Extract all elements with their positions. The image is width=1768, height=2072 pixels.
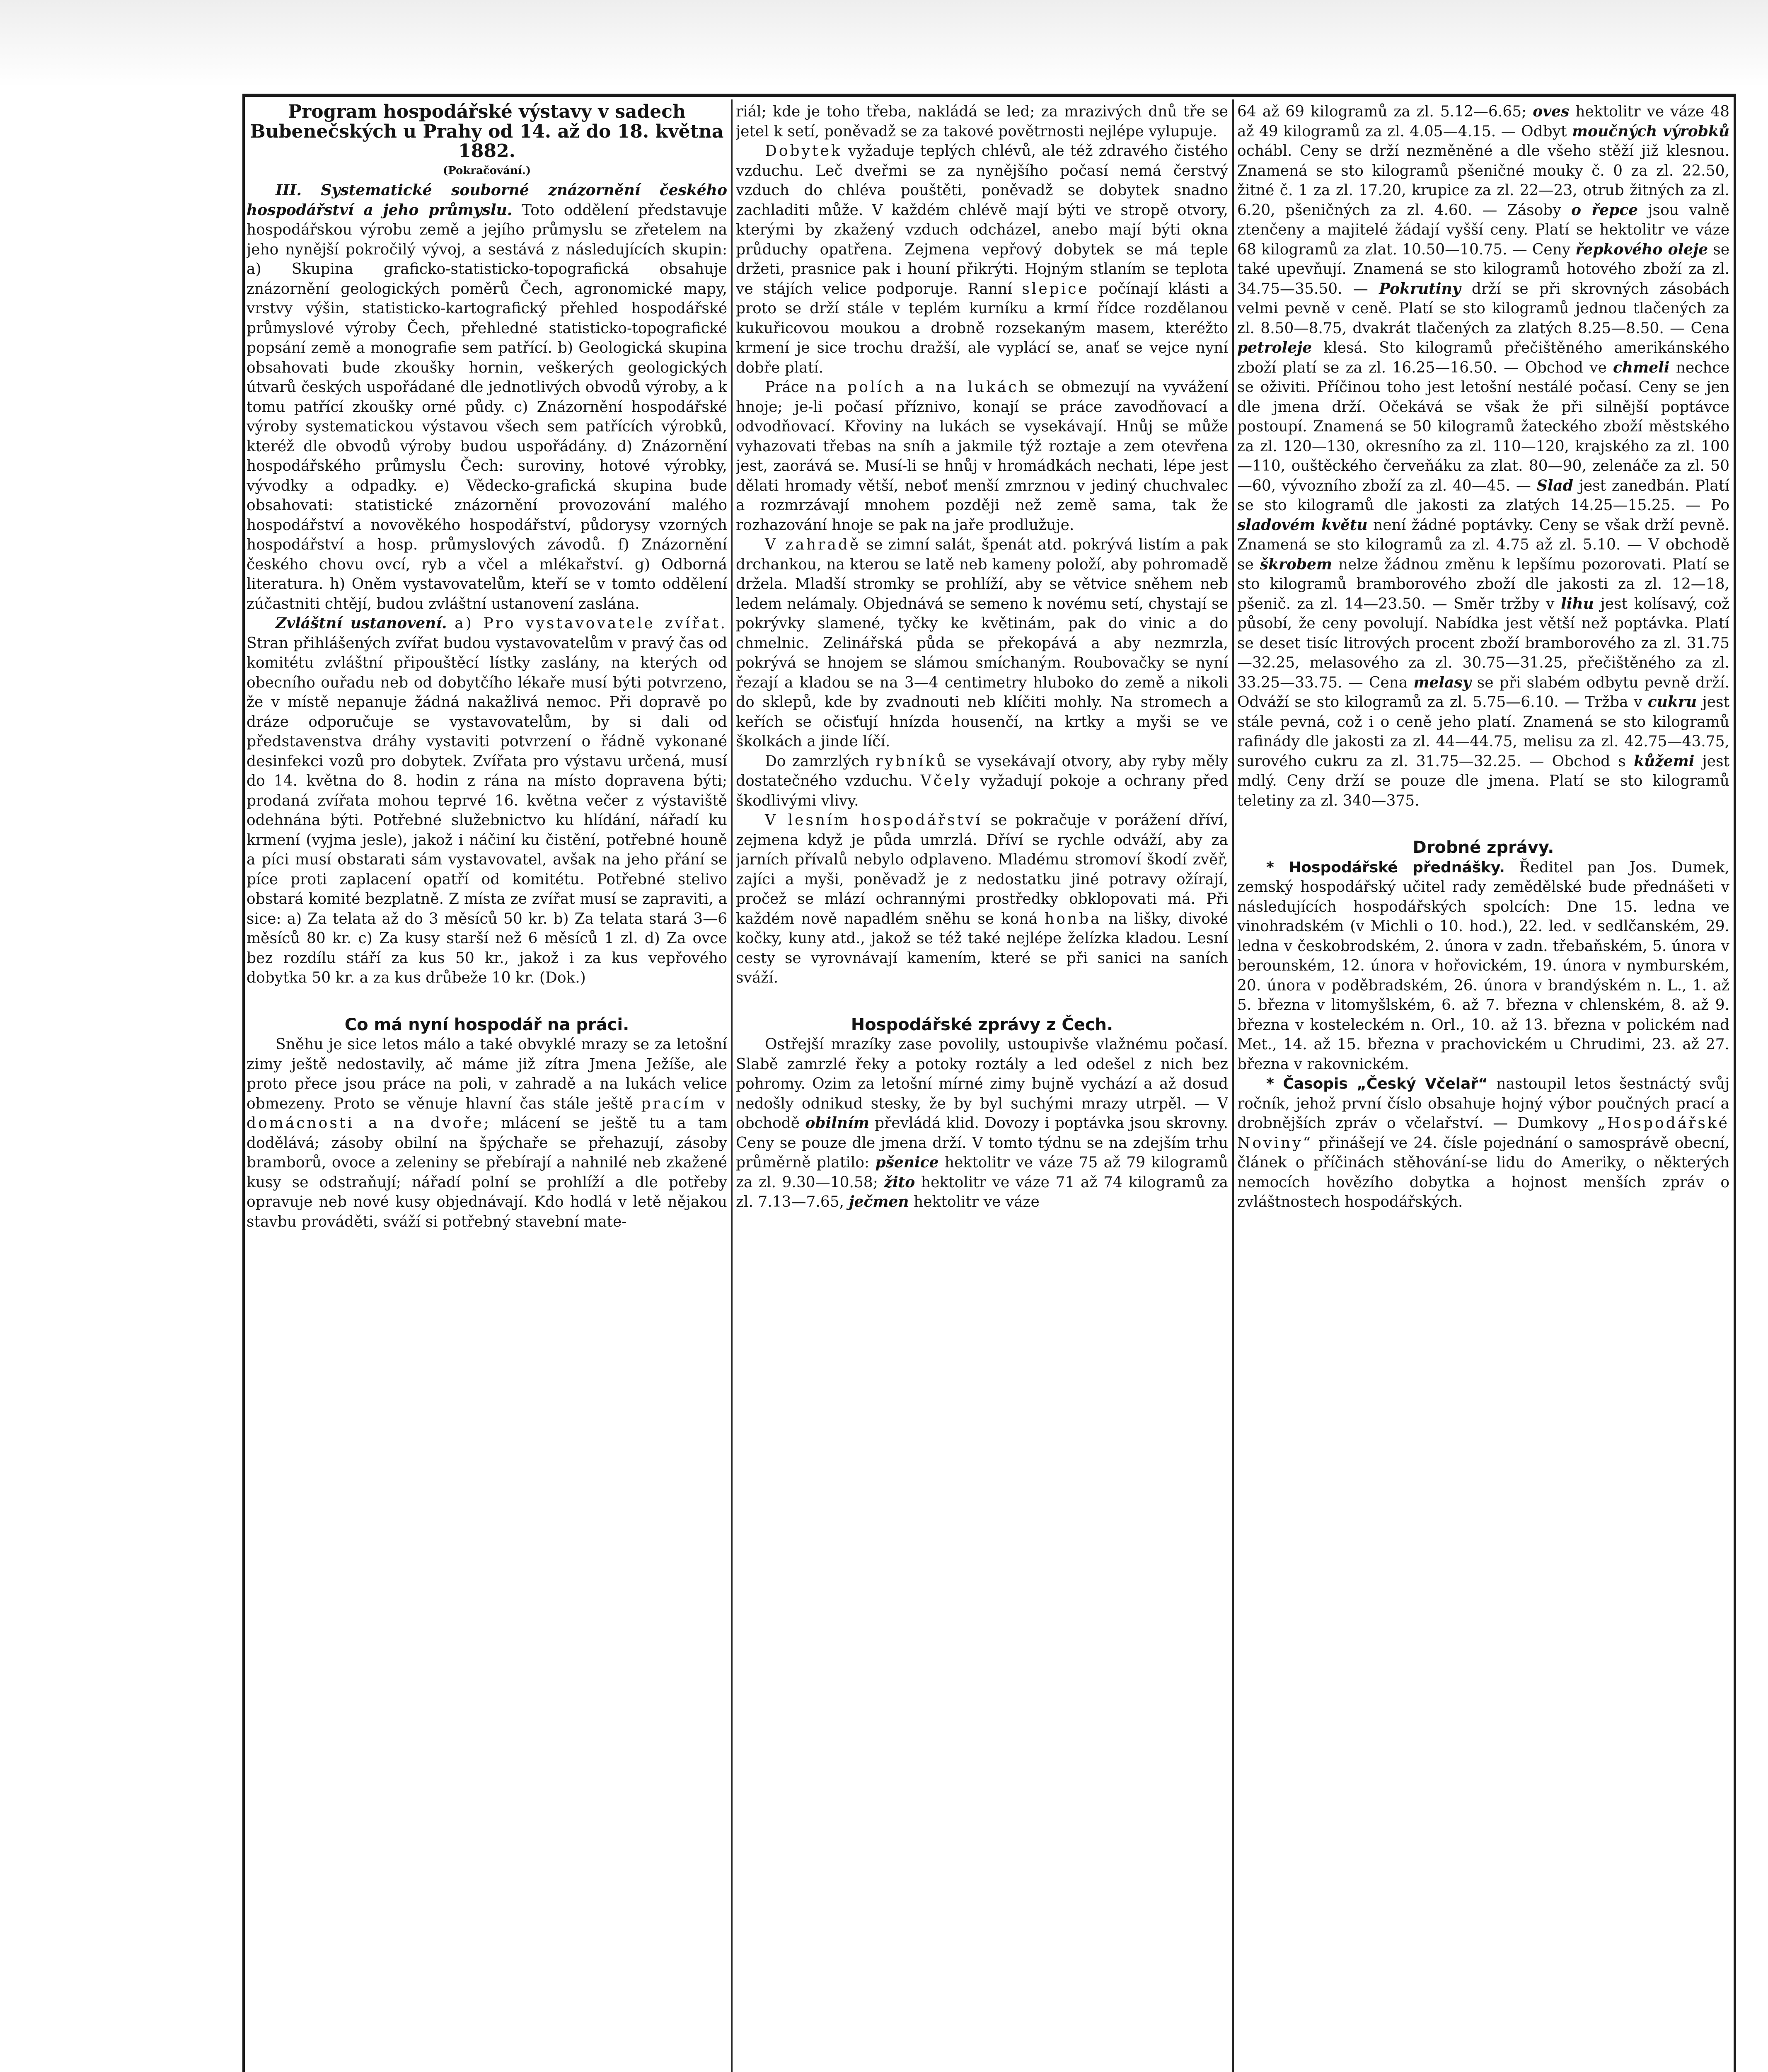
market-report-paragraph: 64 až 69 kilogramů za zl. 5.12—6.65; oves hektolitr ve váze 48 až 49 kilogramů za zl. 4.05—4.15. — Odbyt moučných výrobků ochábl. Ceny se drží nezměněné a dle všeho stěží již klesnou. Znamená se sto kilogramů pšeničné mouky č. 0 za zl. 22.50, žitné č. 1 za zl. 17.20, krupice za zl. 22—23, otrub žitných za zl. 6.20, pšeničných za zl. 4.60. — Zásoby o řepce jsou valně ztenčeny a majitelé žádají vyšší ceny. Platí se hektolitr ve váze 68 kilogramů za zlat. 10.50—10.75. — Ceny řepkového oleje se také upevňují. Znamená se sto kilogramů hotového zboží za zl. 34.75—35.50. — Pokrutiny drží se při skrovných zásobách velmi pevně v ceně. Platí se sto kilogramů jednou tlačených za zl. 8.50—8.75, dvakrát tlačených za zlatých 8.25—8.50. — Cena petroleje klesá. Sto kilogramů přečištěného amerikánského zboží platí se za zl. 16.25—16.50. — Obchod ve chmeli nechce se oživiti. Příčinou toho jest letošní nestálé počasí. Ceny se jen dle jmena drží. Očekává se však že při silnější poptávce postoupí. Znamená se 50 kilogramů žateckého zboží městského za zl. 120—130, okresního za zl. 110—120, krajského za zl. 100—110, ouštěckého červeňáku za zlat. 80—90, zelenáče za zl. 50—60, vývozního zboží za zl. 40—45. — Slad jest zanedbán. Platí se sto kilogramů dle jakosti za zlatých 14.25—15.25. — Po sladovém květu není žádné poptávky. Ceny se však drží pevně. Znamená se sto kilogramů za zl. 4.75 až zl. 5.10. — V obchodě se škrobem nelze žádnou změnu k lepšímu pozorovati. Platí se sto kilogramů bramborového zboží dle jakosti za zl. 12—18, pšenič. za zl. 14—23.50. — Směr tržby v lihu jest kolísavý, což působí, že ceny povolují. Nabídka jest větší než poptávka. Platí se deset tisíc litrových procent zboží bramborového za zl. 31.75—32.25, melasového za zl. 30.75—31.25, přečištěného za zl. 33.25—33.75. — Cena melasy se při slabém odbytu pevně drží. Odváží se sto kilogramů za zl. 5.75—6.10. — Tržba v cukru jest stále pevná, což i o ceně jeho platí. Znamená se sto kilogramů rafinády dle jakosti za zl. 44—44.75, melisu za zl. 42.75—43.75, surového cukru za zl. 31.75—32.25. — Obchod s kůžemi jest mdlý. Ceny drží se pouze dle jmena. Platí se sto kilogramů teletiny za zl. 340—375. bbox=[1237, 103, 1729, 809]
page-frame-left-rule bbox=[242, 94, 245, 2072]
section-body: Toto oddělení představuje hospodářskou výrobu země a jejího průmyslu se zřetelem na jeho nynější pokročilý vývoj, a sestává z následujících skupin: a) Skupina graficko-statisticko-topografická obsahuje znázornění geologických poměrů Čech, agronomické mapy, vrstvy výšin, statisticko-kartografický přehled hospodářské průmyslové výroby Čech, přehledné statisticko-topografické popsání země a monografie sem patřící. b) Geologická skupina obsahovati bude zkoušky hornin, veškerých geologických útvarů českých uspořádané dle jednotlivých obvodů výroby, a k tomu patřící zkoušky orné půdy. c) Znázornění hospodářské výroby systematickou výstavou všech sem patřících výrobků, kteréž dle obvodů výroby budou uspořádány. d) Znázornění hospodářského průmyslu Čech: suroviny, hotové výrobky, vývodky a odpadky. e) Vědecko-grafická skupina bude obsahovati: statistické znázornění provozování malého hospodářství a novověkého hospodářství, půdorysy vzorných hospodářství a hosp. průmyslových závodů. f) Znázornění českého chovu ovcí, ryb a včel a mlékařství. g) Odborná literatura. h) Oněm vystavovatelům, kteří se v tomto oddělení zúčastniti chtějí, budou zvláštní ustanovení zaslána. bbox=[247, 201, 727, 612]
article-heading: Program hospodářské výstavy v sadech Bubenečských u Prahy od 14. až do 18. května 1882. bbox=[250, 102, 724, 162]
scan-margin bbox=[0, 0, 1768, 87]
page-frame-right-rule bbox=[1734, 94, 1736, 2072]
emphasis-spaced: Včely bbox=[920, 772, 972, 789]
section-heading: Co má nyní hospodář na práci. bbox=[344, 1015, 629, 1034]
commodity-term: obilním bbox=[805, 1114, 869, 1132]
continuation-note: (Pokračování.) bbox=[443, 164, 531, 177]
special-rules-label: Zvláštní ustanovení. bbox=[276, 615, 447, 632]
page-frame-top-rule bbox=[242, 94, 1736, 97]
commodity-term: škrobem bbox=[1260, 555, 1333, 573]
section-heading: Drobné zprávy. bbox=[1412, 838, 1554, 857]
special-rules-paragraph bbox=[247, 614, 727, 988]
section-title: III. Systematické souborné znázornění českého hospodářství a jeho průmyslu. bbox=[247, 182, 727, 219]
news-item: * Časopis „Český Včelař“ nastoupil letos šestnáctý svůj ročník, jehož první číslo obsahuje hojný výbor poučných prací a drobnějších zpráv o včelařství. — Dumkovy „Hospodářské Noviny“ přinášejí ve 24. čísle pojednání o samosprávě obecní, článek o příčinách stěhování-se lidu do Ameriky, o některých nemocích hovězího dobytka a hojnost menších zpráv o zvláštnostech hospodářských. bbox=[1237, 1075, 1729, 1210]
column-right bbox=[1237, 102, 1729, 2072]
emphasis-spaced: V zahradě bbox=[765, 536, 861, 553]
news-item: * Hospodářské přednášky. Ředitel pan Jos. Dumek, zemský hospodářský učitel rady zemědělské bude přednášeti v následujících hospodářských spolcích: Dne 15. ledna ve vinohradském (v Michli o 10. hod.), 22. led. v sedlčanském, 29. ledna v českobrodském, 2. února v zadn. třebaňském, 5. února v berounském, 12. února v hořovickém, 19. února v nymburském, 20. února v poděbradském, 26. února v brandýském n. L., 1. až 5. března v litomyšlském, 6. až 7. března v chlenském, 8. až 9. března v kosteleckém n. Orl., 10. až 13. března v polickém nad Met., 14. až 15. března v prachovickém u Chrudimi, 23. až 27. března v rakovnickém. bbox=[1237, 859, 1729, 1073]
commodity-term: chmeli bbox=[1613, 358, 1670, 376]
emphasis-spaced: „Hospodářské Noviny“ bbox=[1237, 1115, 1729, 1152]
commodity-term: lihu bbox=[1561, 595, 1594, 612]
article-paragraph: Sněhu je sice letos málo a také obvyklé mrazy se za letošní zimy ještě nedostavily, ač máme již zítra Jmena Ježíše, ale proto přece jsou práce na poli, v zahradě a na lukách velice obmezeny. Proto se věnuje hlavní čas stále ještě pracím v domácnosti a na dvoře; mlácení se ještě tu a tam dodělává; zásoby obilní na špýchaře se přehazují, zásoby bramborů, ovoce a zeleniny se přebírají a nahnilé neb zkažené kusy se odstraňují; nářadí polní se prohlíží a dle potřeby opravuje neb nové kusy objednávají. Kdo hodlá v letě nějakou stavbu prováděti, sváží si potřebný stavební mate- bbox=[247, 1036, 727, 1230]
news-item-label: * Hospodářské přednášky. bbox=[1266, 859, 1505, 876]
article-paragraph: riál; kde je toho třeba, nakládá se led; za mrazivých dnů tře se jetel k setí, poněvadž se za takové povětrnosti nejlépe vylupuje. bbox=[736, 103, 1228, 140]
emphasis-spaced: na polích a na lukách bbox=[815, 379, 1030, 396]
special-rules-body: Stran přihlášených zvířat budou vystavovatelům v pravý čas od komitétu zvláštní připouštěcí lístky zaslány, na kterých od obecního ouřadu neb od dobytčího lékaře musí býti potvrzeno, že v místě nepanuje žádná nakažlivá nemoc. Při dopravě po dráze odporučuje se vystavovatelům, by si dali od představenstva dráhy vystaviti potvrzení o řádně vykonané desinfekci vozů pro dobytek. Zvířata pro výstavu určená, musí do 14. května do 8. hodin z rána na místo dopravena býti; prodaná zvířata mohou teprvé 16. května večer z výstaviště odehnána býti. Potřebné služebnictvo ku hlídání, nářadí ku krmení (vyjma jesle), jakož i náčiní ku čistění, potřebné houně a píci musí obstarati sám vystavovatel, avšak na jeho přání se píce proti zaplacení opatří od komitétu. Potřebné stelivo obstará komité bezplatně. Z místa ze zvířat musí se zapraviti, a sice: a) Za telata až do 3 měsíců 50 kr. b) Za telata stará 3—6 měsíců 80 kr. c) Za kusy starší než 6 měsíců 1 zl. d) Za ovce bez rozdílu stáří za kus 50 kr., jakož i za kus vepřového dobytka 50 kr. a za kus drůbeže 10 kr. (Dok.) bbox=[247, 634, 727, 986]
emphasis-spaced: V lesním hospodářství bbox=[765, 812, 983, 829]
commodity-term: řepkového oleje bbox=[1575, 240, 1708, 258]
column-middle bbox=[736, 102, 1228, 2072]
commodity-term: oves bbox=[1533, 103, 1570, 120]
emphasis-spaced: Dobytek bbox=[765, 143, 842, 160]
commodity-term: petroleje bbox=[1237, 339, 1312, 356]
article-paragraph: Dobytek vyžaduje teplých chlévů, ale též zdravého čistého vzduchu. Leč dveřmi se za nynějšího počasí nemá čerstvý vzduch do chléva pouštěti, poněvadž se dobytek snadno zachladiti může. V každém chlévě mají býti ve stropě otvory, kterými by zkažený vzduch odcházel, anebo mají býti okna průduchy opatřena. Zejmena vepřový dobytek se má teple držeti, prasnice pak i houní přikrýti. Hojným stlaním se teplota ve stájích velice podporuje. Ranní slepice počínají klásti a proto se drží stále v teplém kurníku a krmí řídce rozdělanou kukuřicovou moukou a drobně rozsekaným masem, kteréžto krmení je sice trochu dražší, ale vyplácí se, anať se vejce nyní dobře platí. bbox=[736, 143, 1228, 376]
article-paragraph: V zahradě se zimní salát, špenát atd. pokrývá listím a pak drchankou, na kterou se latě neb kameny položí, aby pohromadě držela. Mladší stromky se prohlíží, aby se větvice sněhem neb ledem nelámaly. Objednává se semeno k novému setí, chystají se pokrývky slamené, tyčky ke květinám, pak do vinic a do chmelnic. Zelinářská půda se překopává a aby nezmrzla, pokrývá se hnojem se slámou smíchaným. Roubovačky se nyní řezají a kladou se na 3—4 centimetry hluboko do země a nikoli do sklepů, kde by zvadnouti neb klíčiti mohly. Na stromech a keřích se očisťují hnízda housenčí, na krtky a myši se ve školkách a jinde líčí. bbox=[736, 536, 1228, 750]
emphasis-spaced: slepice bbox=[1022, 280, 1089, 298]
column-divider bbox=[1232, 99, 1234, 2072]
commodity-term: ječmen bbox=[849, 1193, 909, 1210]
special-rules-subhead: a) Pro vystavovatele zvířat. bbox=[455, 615, 727, 632]
commodity-term: Slad bbox=[1536, 477, 1573, 494]
article-paragraph: Do zamrzlých rybníků se vysekávají otvory, aby ryby měly dostatečného vzduchu. Včely vyžadují pokoje a ochrany před škodlivými vlivy. bbox=[736, 753, 1228, 809]
emphasis-spaced: pracím v domácnosti a na dvoře bbox=[247, 1095, 727, 1132]
news-item-label: * Časopis „Český Včelař“ bbox=[1266, 1075, 1488, 1092]
commodity-term: moučných výrobků bbox=[1572, 122, 1729, 140]
emphasis-spaced: honba bbox=[1045, 910, 1102, 927]
article-paragraph: Ostřejší mrazíky zase povolily, ustoupivše vlažnému počasí. Slabě zamrzlé řeky a potoky roztály a led odešel z nich bez pohromy. Ozim za letošní mírné zimy bujně vychází a až dosud nedošly odnikud stesky, že by byl suchými mrazy utrpěl. — V obchodě obilním převládá klid. Dovozy i poptávka jsou skrovny. Ceny se pouze dle jmena drží. V tomto týdnu se na zdejším trhu průměrně platilo: pšenice hektolitr ve váze 75 až 79 kilogramů za zl. 9.30—10.58; žito hektolitr ve váze 71 až 74 kilogramů za zl. 7.13—7.65, ječmen hektolitr ve váze bbox=[736, 1036, 1228, 1210]
commodity-term: cukru bbox=[1647, 693, 1697, 711]
commodity-term: žito bbox=[884, 1173, 915, 1191]
commodity-term: kůžemi bbox=[1634, 752, 1695, 770]
exhibition-section-paragraph bbox=[247, 181, 727, 614]
commodity-term: Pokrutiny bbox=[1379, 280, 1461, 298]
commodity-term: pšenice bbox=[875, 1154, 939, 1171]
commodity-term: sladovém květu bbox=[1237, 516, 1368, 534]
commodity-term: o řepce bbox=[1571, 201, 1638, 219]
section-heading: Hospodářské zprávy z Čech. bbox=[851, 1015, 1113, 1034]
article-paragraph: V lesním hospodářství se pokračuje v porážení dříví, zejmena když je půda umrzlá. Dříví se rychle odváží, aby za jarních přívalů nebylo odplaveno. Mladému stromoví škodí zvěř, zajíci a myši, poněvadž je z nedostatku jiné potravy ožírají, pročež se mlází ochrannými prostředky obklopovati má. Při každém nově napadlém sněhu se koná honba na lišky, divoké kočky, kuny atd., jakož se též také nejlépe želízka kladou. Lesní cesty se vyrovnávají kamením, které se při sanici na saních sváží. bbox=[736, 812, 1228, 986]
column-divider bbox=[731, 99, 733, 2072]
column-left bbox=[247, 102, 727, 2072]
article-paragraph: Práce na polích a na lukách se obmezují na vyvážení hnoje; je-li počasí příznivo, konají se práce zavodňovací a odvodňovací. Křoviny na lukách se vysekávají. Hnůj se může vyhazovati třebas na sníh a jakmile týž roztaje a zem otevřena jest, zaorává se. Musí-li se hnůj v hromádkách nechati, lépe jest dělati hromady větší, neboť menší zmrznou v jediný chuchvalec a rozmrzávají mnohem později než země sama, tak že rozhazování hnoje se pak na jaře prodlužuje. bbox=[736, 379, 1228, 534]
commodity-term: melasy bbox=[1413, 673, 1471, 691]
emphasis-spaced: rybníků bbox=[876, 753, 948, 770]
